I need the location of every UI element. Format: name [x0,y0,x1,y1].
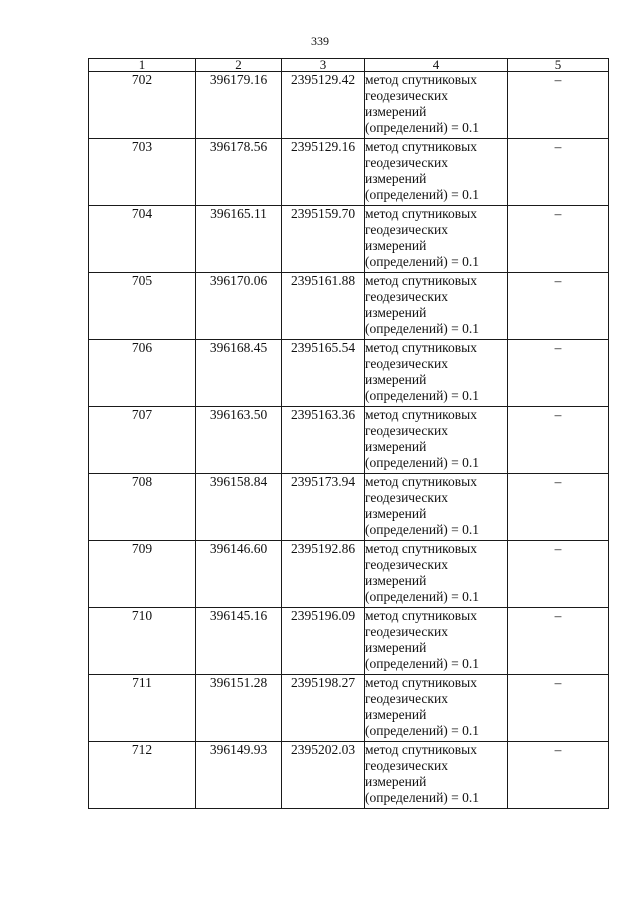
method-text-line: метод спутниковых [365,742,477,757]
y-coordinate-cell: 2395129.42 [282,72,365,139]
method-text-line: измерений [365,774,427,789]
y-coordinate-cell: 2395192.86 [282,541,365,608]
column-header-3: 3 [282,59,365,72]
point-number-cell: 706 [89,340,196,407]
point-number-cell: 703 [89,139,196,206]
table-row [89,407,609,474]
x-coordinate-cell: 396158.84 [196,474,282,541]
point-number-cell: 709 [89,541,196,608]
point-number-cell: 710 [89,608,196,675]
method-text-line: геодезических [365,691,448,706]
method-text-line: измерений [365,171,427,186]
method-cell [365,407,508,474]
method-cell [365,608,508,675]
method-cell [365,273,508,340]
note-cell: – [508,608,609,675]
method-cell [365,139,508,206]
method-text-line: измерений [365,305,427,320]
note-cell: – [508,541,609,608]
note-cell: – [508,139,609,206]
table-row [89,139,609,206]
method-text-line: метод спутниковых [365,72,477,87]
method-text-line: метод спутниковых [365,139,477,154]
table-row [89,340,609,407]
method-cell [365,206,508,273]
note-cell: – [508,675,609,742]
method-text-line: геодезических [365,490,448,505]
table-body [89,72,609,809]
method-text-line: (определений) = 0.1 [365,656,480,671]
note-cell: – [508,206,609,273]
point-number-cell: 702 [89,72,196,139]
note-cell: – [508,742,609,809]
x-coordinate-cell: 396168.45 [196,340,282,407]
method-text-line: метод спутниковых [365,206,477,221]
method-text-line: (определений) = 0.1 [365,589,480,604]
column-header-5: 5 [508,59,609,72]
x-coordinate-cell: 396145.16 [196,608,282,675]
method-cell [365,742,508,809]
method-cell [365,474,508,541]
y-coordinate-cell: 2395159.70 [282,206,365,273]
y-coordinate-cell: 2395161.88 [282,273,365,340]
y-coordinate-cell: 2395198.27 [282,675,365,742]
x-coordinate-cell: 396146.60 [196,541,282,608]
method-text-line: геодезических [365,289,448,304]
column-header-1: 1 [89,59,196,72]
method-text-line: (определений) = 0.1 [365,455,480,470]
method-text-line: измерений [365,439,427,454]
point-number-cell: 707 [89,407,196,474]
method-text-line: метод спутниковых [365,407,477,422]
note-cell: – [508,273,609,340]
column-header-2: 2 [196,59,282,72]
method-text-line: метод спутниковых [365,675,477,690]
method-text-line: геодезических [365,88,448,103]
point-number-cell: 708 [89,474,196,541]
method-text-line: измерений [365,707,427,722]
note-cell: – [508,72,609,139]
y-coordinate-cell: 2395129.16 [282,139,365,206]
method-text-line: (определений) = 0.1 [365,254,480,269]
method-text-line: метод спутниковых [365,541,477,556]
method-text-line: измерений [365,640,427,655]
method-text-line: геодезических [365,222,448,237]
method-text-line: геодезических [365,155,448,170]
method-text-line: метод спутниковых [365,340,477,355]
x-coordinate-cell: 396151.28 [196,675,282,742]
point-number-cell: 712 [89,742,196,809]
note-cell: – [508,407,609,474]
table-row [89,541,609,608]
y-coordinate-cell: 2395163.36 [282,407,365,474]
point-number-cell: 704 [89,206,196,273]
point-number-cell: 705 [89,273,196,340]
method-text-line: (определений) = 0.1 [365,790,480,805]
y-coordinate-cell: 2395173.94 [282,474,365,541]
page-number: 339 [311,34,329,48]
point-number-cell: 711 [89,675,196,742]
method-text-line: измерений [365,372,427,387]
method-cell [365,72,508,139]
method-text-line: измерений [365,238,427,253]
x-coordinate-cell: 396170.06 [196,273,282,340]
x-coordinate-cell: 396149.93 [196,742,282,809]
method-text-line: (определений) = 0.1 [365,522,480,537]
method-text-line: геодезических [365,423,448,438]
method-text-line: (определений) = 0.1 [365,388,480,403]
method-text-line: геодезических [365,356,448,371]
y-coordinate-cell: 2395165.54 [282,340,365,407]
method-text-line: метод спутниковых [365,608,477,623]
method-text-line: (определений) = 0.1 [365,187,480,202]
y-coordinate-cell: 2395196.09 [282,608,365,675]
note-cell: – [508,474,609,541]
method-text-line: измерений [365,104,427,119]
method-text-line: измерений [365,573,427,588]
table-row [89,474,609,541]
method-cell [365,541,508,608]
x-coordinate-cell: 396179.16 [196,72,282,139]
method-text-line: геодезических [365,624,448,639]
table-row [89,72,609,139]
method-text-line: (определений) = 0.1 [365,321,480,336]
table-row [89,675,609,742]
method-cell [365,675,508,742]
method-text-line: геодезических [365,758,448,773]
table-row [89,273,609,340]
table-row [89,608,609,675]
coordinates-table [88,58,609,809]
table-row [89,742,609,809]
method-text-line: измерений [365,506,427,521]
x-coordinate-cell: 396163.50 [196,407,282,474]
table-header-row [89,59,609,72]
y-coordinate-cell: 2395202.03 [282,742,365,809]
x-coordinate-cell: 396178.56 [196,139,282,206]
method-cell [365,340,508,407]
method-text-line: геодезических [365,557,448,572]
method-text-line: (определений) = 0.1 [365,120,480,135]
method-text-line: (определений) = 0.1 [365,723,480,738]
x-coordinate-cell: 396165.11 [196,206,282,273]
method-text-line: метод спутниковых [365,273,477,288]
note-cell: – [508,340,609,407]
column-header-4: 4 [365,59,508,72]
method-text-line: метод спутниковых [365,474,477,489]
table-row [89,206,609,273]
